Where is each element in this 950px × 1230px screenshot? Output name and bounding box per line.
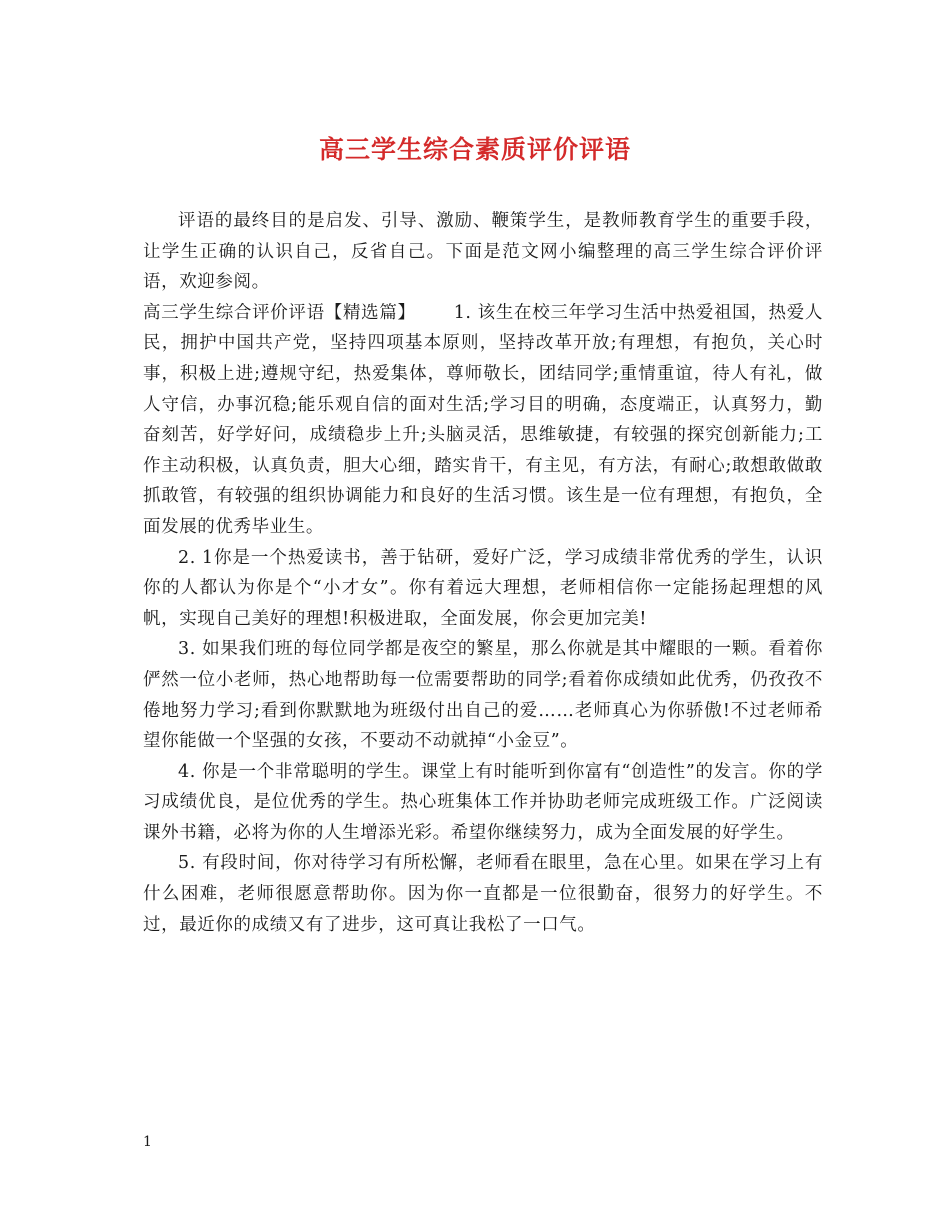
item-paragraph-1 bbox=[143, 298, 823, 543]
document-body bbox=[143, 206, 823, 940]
item-number: 4. bbox=[178, 761, 196, 782]
item-number: 5. bbox=[178, 853, 196, 874]
item-text: 如果我们班的每位同学都是夜空的繁星，那么你就是其中耀眼的一颗。看着你俨然一位小老师，热心地帮助每一位需要帮助的同学;看着你成绩如此优秀，仍孜孜不倦地努力学习;看到你默默地为班级付出自己的爱……老师真心为你骄傲!不过老师希望你能做一个坚强的女孩，不要动不动就掉“小金豆”。 bbox=[143, 639, 823, 752]
item-paragraph-4 bbox=[143, 757, 823, 849]
page-number: 1 bbox=[143, 1134, 152, 1150]
item-text: 有段时间，你对待学习有所松懈，老师看在眼里，急在心里。如果在学习上有什么困难，老师很愿意帮助你。因为你一直都是一位很勤奋，很努力的好学生。不过，最近你的成绩又有了进步，这可真让我松了一口气。 bbox=[143, 853, 823, 935]
section-label: 高三学生综合评价评语【精选篇】 bbox=[143, 302, 416, 323]
item-text: 1你是一个热爱读书，善于钻研，爱好广泛，学习成绩非常优秀的学生，认识你的人都认为你是个“小才女”。你有着远大理想，老师相信你一定能扬起理想的风帆，实现自己美好的理想!积极进取，全面发展，你会更加完美! bbox=[143, 547, 823, 629]
item-paragraph-3 bbox=[143, 634, 823, 756]
item-number: 2. bbox=[178, 547, 196, 568]
item-text: 你是一个非常聪明的学生。课堂上有时能听到你富有“创造性”的发言。你的学习成绩优良，是位优秀的学生。热心班集体工作并协助老师完成班级工作。广泛阅读课外书籍，必将为你的人生增添光彩。希望你继续努力，成为全面发展的好学生。 bbox=[143, 761, 823, 843]
item-paragraph-2 bbox=[143, 543, 823, 635]
item-number: 3. bbox=[178, 639, 196, 660]
item-text: 该生在校三年学习生活中热爱祖国，热爱人民，拥护中国共产党，坚持四项基本原则，坚持改革开放;有理想，有抱负，关心时事，积极上进;遵规守纪，热爱集体，尊师敬长，团结同学;重情重谊，待人有礼，做人守信，办事沉稳;能乐观自信的面对生活;学习目的明确，态度端正，认真努力，勤奋刻苦，好学好问，成绩稳步上升;头脑灵活，思维敏捷，有较强的探究创新能力;工作主动积极，认真负责，胆大心细，踏实肯干，有主见，有方法，有耐心;敢想敢做敢抓敢管，有较强的组织协调能力和良好的生活习惯。该生是一位有理想，有抱负，全面发展的优秀毕业生。 bbox=[143, 302, 823, 537]
item-number: 1. bbox=[453, 302, 472, 323]
intro-paragraph: 评语的最终目的是启发、引导、激励、鞭策学生，是教师教育学生的重要手段，让学生正确的认识自己，反省自己。下面是范文网小编整理的高三学生综合评价评语，欢迎参阅。 bbox=[143, 211, 823, 293]
item-paragraph-5 bbox=[143, 848, 823, 940]
document-title: 高三学生综合素质评价评语 bbox=[318, 135, 631, 164]
